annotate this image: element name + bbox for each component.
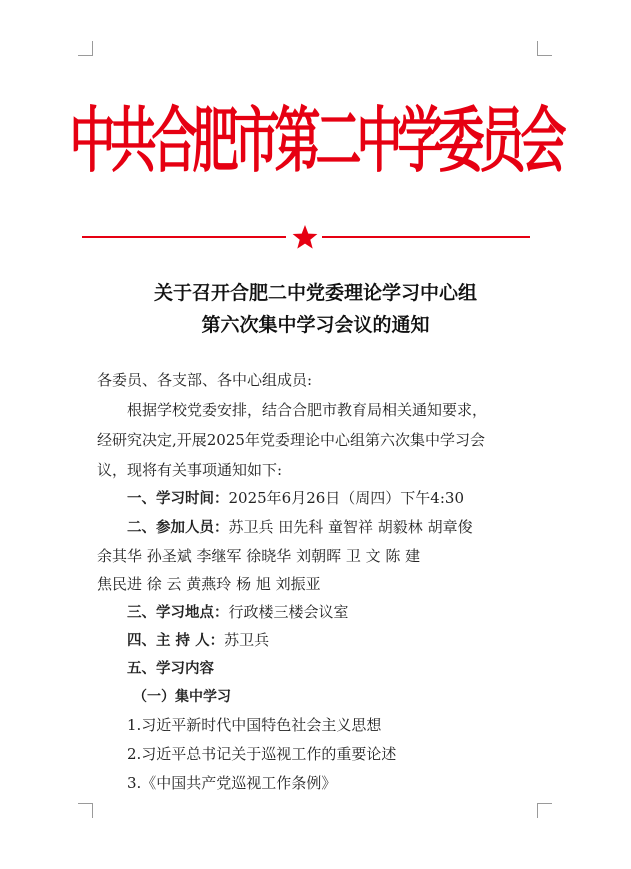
red-divider-left [82, 236, 286, 238]
attendees-label: 二、参加人员： [127, 520, 229, 536]
corner-mark-top-left [78, 41, 93, 56]
host-label: 四、主 持 人： [127, 633, 225, 649]
attendees-line3: 焦民进 徐 云 黄燕玲 杨 旭 刘振亚 [97, 575, 321, 593]
study-item: 2.习近平总书记关于巡视工作的重要论述 [127, 745, 397, 763]
corner-mark-bottom-left [78, 803, 93, 818]
notice-title-line1: 关于召开合肥二中党委理论学习中心组 [153, 282, 477, 304]
notice-title-line2: 第六次集中学习会议的通知 [201, 314, 430, 336]
corner-mark-bottom-right [537, 803, 552, 818]
study-location-value: 行政楼三楼会议室 [228, 603, 349, 621]
intro-line3: 议，现将有关事项通知如下: [97, 461, 283, 479]
salutation: 各委员、各支部、各中心组成员: [97, 371, 313, 389]
host-value: 苏卫兵 [224, 631, 270, 649]
study-time-value: 2025年6月26日（周四）下午4:30 [228, 489, 464, 507]
study-location-label: 三、学习地点： [127, 605, 229, 621]
study-time [127, 488, 567, 509]
focus-study-heading: （一）集中学习 [133, 689, 231, 705]
corner-mark-top-right [537, 41, 552, 56]
study-item: 1.习近平新时代中国特色社会主义思想 [127, 716, 382, 734]
red-divider-right [322, 236, 530, 238]
host [127, 630, 567, 651]
study-location [127, 602, 567, 623]
study-item: 3.《中国共产党巡视工作条例》 [127, 774, 337, 792]
intro-line1: 根据学校党委安排，结合合肥市教育局相关通知要求， [127, 401, 488, 419]
star-icon [291, 223, 319, 251]
study-time-label: 一、学习时间： [127, 491, 229, 507]
attendees-line1: 苏卫兵 田先科 童智祥 胡毅林 胡章俊 [228, 518, 473, 536]
intro-line2: 经研究决定,开展2025年党委理论中心组第六次集中学习会 [97, 431, 485, 449]
attendees [127, 517, 567, 538]
attendees-line2: 余其华 孙圣斌 李继军 徐晓华 刘朝晖 卫 文 陈 建 [97, 547, 421, 565]
masthead: 中共合肥市第二中学委员会 [69, 98, 562, 182]
study-content-heading: 五、学习内容 [127, 661, 214, 677]
